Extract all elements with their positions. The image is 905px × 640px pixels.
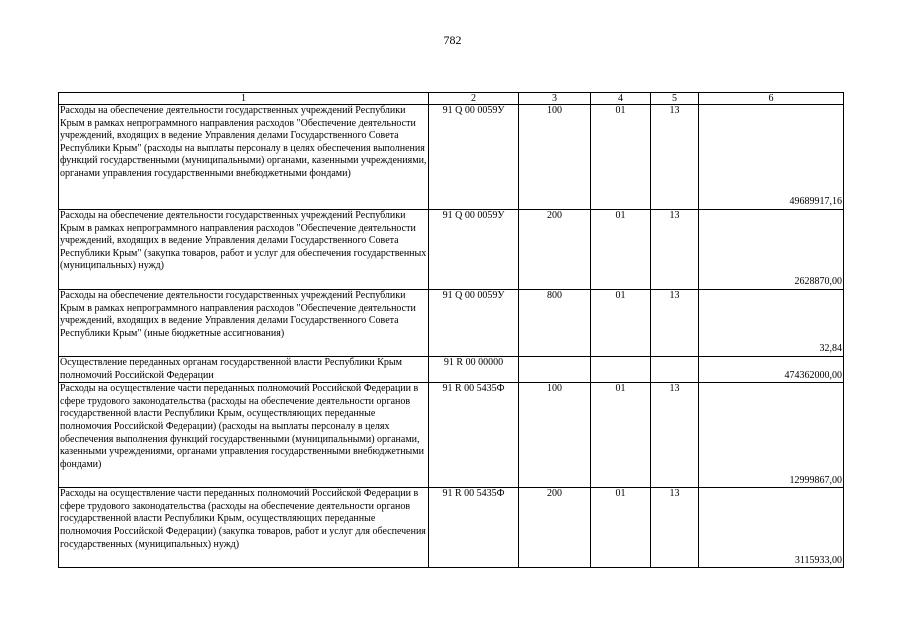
table-row: [59, 210, 844, 290]
amount-cell: 12999867,00: [699, 383, 844, 488]
section-cell: 01: [591, 105, 651, 210]
target-code-cell: 91 Q 00 0059У: [429, 210, 519, 290]
table-row: [59, 290, 844, 357]
expense-type-cell: 200: [519, 210, 591, 290]
expense-name-cell: Расходы на обеспечение деятельности государственных учреждений Республики Крым в рамках непрограммного направления расходов "Обеспечение деятельности учреждений, входящих в ведение Управления делами Государственного Совета Республики Крым" (иные бюджетные ассигнования): [59, 290, 429, 357]
subsection-cell: 13: [651, 290, 699, 357]
column-header-6: 6: [699, 93, 844, 105]
section-cell: 01: [591, 383, 651, 488]
column-header-2: 2: [429, 93, 519, 105]
expense-type-cell: [519, 357, 591, 383]
expense-name-cell: Осуществление переданных органам государственной власти Республики Крым полномочий Российской Федерации: [59, 357, 429, 383]
column-header-5: 5: [651, 93, 699, 105]
amount-cell: 474362000,00: [699, 357, 844, 383]
target-code-cell: 91 R 00 00000: [429, 357, 519, 383]
column-header-1: 1: [59, 93, 429, 105]
expense-name-cell: Расходы на осуществление части переданных полномочий Российской Федерации в сфере трудового законодательства (расходы на обеспечение деятельности органов государственной власти Республики Крым, осуществляющих переданные полномочия Российской Федерации) (расходы на выплаты персоналу в целях обеспечения выполнения функций государственными (муниципальными) органами, казенными учреждениями, органами управления государственными внебюджетными фондами): [59, 383, 429, 488]
expense-name-cell: Расходы на обеспечение деятельности государственных учреждений Республики Крым в рамках непрограммного направления расходов "Обеспечение деятельности учреждений, входящих в ведение Управления делами Государственного Совета Республики Крым" (закупка товаров, работ и услуг для обеспечения государственных (муниципальных) нужд): [59, 210, 429, 290]
table-row: [59, 357, 844, 383]
target-code-cell: 91 R 00 5435Ф: [429, 488, 519, 568]
amount-cell: 3115933,00: [699, 488, 844, 568]
expense-type-cell: 100: [519, 105, 591, 210]
section-cell: [591, 357, 651, 383]
amount-cell: 2628870,00: [699, 210, 844, 290]
expense-type-cell: 800: [519, 290, 591, 357]
section-cell: 01: [591, 210, 651, 290]
table-row: [59, 105, 844, 210]
section-cell: 01: [591, 488, 651, 568]
table-row: [59, 488, 844, 568]
expense-name-cell: Расходы на обеспечение деятельности государственных учреждений Республики Крым в рамках непрограммного направления расходов "Обеспечение деятельности учреждений, входящих в ведение Управления делами Государственного Совета Республики Крым" (расходы на выплаты персоналу в целях обеспечения выполнения функций государственными (муниципальными) органами, казенными учреждениями, органами управления государственными внебюджетными фондами): [59, 105, 429, 210]
column-header-3: 3: [519, 93, 591, 105]
target-code-cell: 91 Q 00 0059У: [429, 290, 519, 357]
subsection-cell: 13: [651, 210, 699, 290]
target-code-cell: 91 Q 00 0059У: [429, 105, 519, 210]
expense-type-cell: 100: [519, 383, 591, 488]
page-number: 782: [443, 33, 462, 47]
column-header-4: 4: [591, 93, 651, 105]
budget-table: [58, 92, 844, 568]
table-row: [59, 383, 844, 488]
target-code-cell: 91 R 00 5435Ф: [429, 383, 519, 488]
column-number-header-row: [59, 93, 844, 105]
section-cell: 01: [591, 290, 651, 357]
subsection-cell: 13: [651, 383, 699, 488]
amount-cell: 32,84: [699, 290, 844, 357]
subsection-cell: 13: [651, 488, 699, 568]
expense-type-cell: 200: [519, 488, 591, 568]
amount-cell: 49689917,16: [699, 105, 844, 210]
subsection-cell: 13: [651, 105, 699, 210]
subsection-cell: [651, 357, 699, 383]
expense-name-cell: Расходы на осуществление части переданных полномочий Российской Федерации в сфере трудового законодательства (расходы на обеспечение деятельности органов государственной власти Республики Крым, осуществляющих переданные полномочия Российской Федерации) (закупка товаров, работ и услуг для обеспечения государственных (муниципальных) нужд): [59, 488, 429, 568]
